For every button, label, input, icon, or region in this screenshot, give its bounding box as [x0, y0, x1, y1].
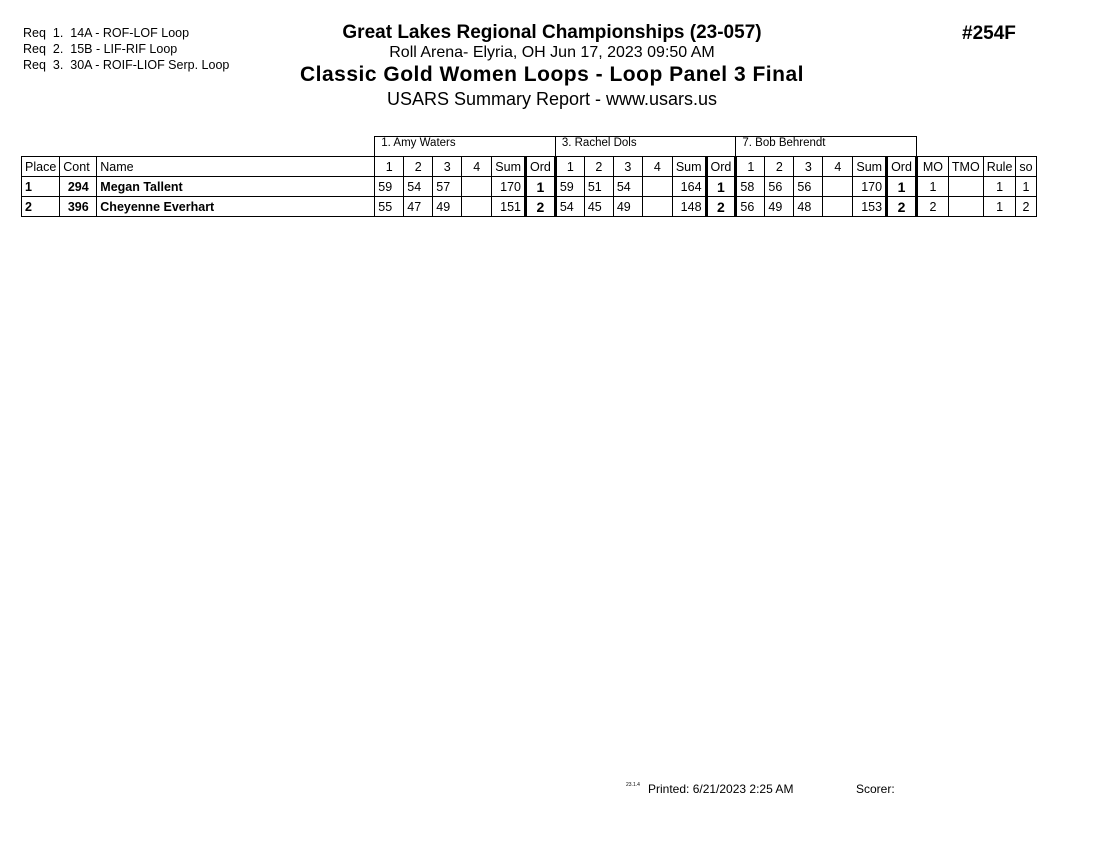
- column-header-row: [22, 157, 1037, 177]
- score-cell: 56: [765, 177, 794, 197]
- score-cell: 56: [736, 197, 765, 217]
- col-ord: Ord: [887, 157, 917, 177]
- skater-name-cell: Megan Tallent: [97, 177, 375, 197]
- judge-2-name: 3. Rachel Dols: [555, 137, 736, 157]
- tmo-cell: [948, 177, 983, 197]
- sum-cell: 170: [492, 177, 526, 197]
- col-sum: Sum: [672, 157, 706, 177]
- cont-cell: 396: [60, 197, 97, 217]
- ordinal-cell: 1: [887, 177, 917, 197]
- competition-title: Great Lakes Regional Championships (23-057): [342, 22, 762, 43]
- col-ord: Ord: [706, 157, 736, 177]
- sum-cell: 153: [853, 197, 887, 217]
- col-score-2: 2: [584, 157, 613, 177]
- results-table: [21, 136, 1037, 217]
- col-score-4: 4: [642, 157, 672, 177]
- col-score-3: 3: [613, 157, 642, 177]
- col-sum: Sum: [492, 157, 526, 177]
- score-cell: 58: [736, 177, 765, 197]
- requirements-list: [23, 25, 229, 73]
- col-so: so: [1016, 157, 1036, 177]
- mo-cell: 2: [916, 197, 948, 217]
- sum-cell: 170: [853, 177, 887, 197]
- score-cell: 49: [613, 197, 642, 217]
- score-cell: 47: [404, 197, 433, 217]
- score-cell: 54: [555, 197, 584, 217]
- event-number: #254F: [962, 23, 1016, 44]
- rule-cell: 1: [983, 197, 1016, 217]
- score-cell: 45: [584, 197, 613, 217]
- sum-cell: 164: [672, 177, 706, 197]
- sum-cell: 148: [672, 197, 706, 217]
- report-title: USARS Summary Report - www.usars.us: [386, 89, 718, 109]
- score-cell: [823, 177, 853, 197]
- col-tmo: TMO: [948, 157, 983, 177]
- col-score-1: 1: [736, 157, 765, 177]
- rule-cell: 1: [983, 177, 1016, 197]
- table-row: [22, 197, 1037, 217]
- col-ord: Ord: [525, 157, 555, 177]
- score-cell: [642, 177, 672, 197]
- score-cell: 55: [375, 197, 404, 217]
- ordinal-cell: 1: [706, 177, 736, 197]
- col-cont: Cont: [60, 157, 97, 177]
- score-cell: [462, 197, 492, 217]
- tmo-cell: [948, 197, 983, 217]
- score-cell: 59: [555, 177, 584, 197]
- score-cell: 56: [794, 177, 823, 197]
- ordinal-cell: 2: [706, 197, 736, 217]
- col-place: Place: [22, 157, 60, 177]
- score-cell: [642, 197, 672, 217]
- score-cell: 54: [613, 177, 642, 197]
- judge-header-row: [22, 137, 1037, 157]
- mo-cell: 1: [916, 177, 948, 197]
- col-score-3: 3: [794, 157, 823, 177]
- score-cell: 51: [584, 177, 613, 197]
- so-cell: 1: [1016, 177, 1036, 197]
- printed-timestamp: Printed: 6/21/2023 2:25 AM: [648, 782, 794, 796]
- col-name: Name: [97, 157, 375, 177]
- score-cell: [462, 177, 492, 197]
- col-score-4: 4: [462, 157, 492, 177]
- judge-3-name: 7. Bob Behrendt: [736, 137, 917, 157]
- cont-cell: 294: [60, 177, 97, 197]
- judge-1-name: 1. Amy Waters: [375, 137, 556, 157]
- scorer-label: Scorer:: [856, 782, 895, 796]
- venue-date: Roll Arena- Elyria, OH Jun 17, 2023 09:50 AM: [389, 44, 715, 61]
- so-cell: 2: [1016, 197, 1036, 217]
- ordinal-cell: 1: [525, 177, 555, 197]
- col-rule: Rule: [983, 157, 1016, 177]
- requirement-1: Req 1. 14A - ROF-LOF Loop: [23, 26, 190, 40]
- place-cell: 2: [22, 197, 60, 217]
- requirement-3: Req 3. 30A - ROIF-LIOF Serp. Loop: [23, 58, 230, 72]
- score-cell: 49: [765, 197, 794, 217]
- skater-name-cell: Cheyenne Everhart: [97, 197, 375, 217]
- score-cell: 54: [404, 177, 433, 197]
- ordinal-cell: 2: [525, 197, 555, 217]
- score-cell: [823, 197, 853, 217]
- col-score-2: 2: [404, 157, 433, 177]
- col-sum: Sum: [853, 157, 887, 177]
- col-score-2: 2: [765, 157, 794, 177]
- score-cell: 59: [375, 177, 404, 197]
- col-score-3: 3: [433, 157, 462, 177]
- requirement-2: Req 2. 15B - LIF-RIF Loop: [23, 42, 178, 56]
- version-mark: 23.1.4: [626, 782, 640, 788]
- col-score-4: 4: [823, 157, 853, 177]
- col-score-1: 1: [555, 157, 584, 177]
- sum-cell: 151: [492, 197, 526, 217]
- col-mo: MO: [916, 157, 948, 177]
- place-cell: 1: [22, 177, 60, 197]
- ordinal-cell: 2: [887, 197, 917, 217]
- col-score-1: 1: [375, 157, 404, 177]
- score-cell: 49: [433, 197, 462, 217]
- event-title: Classic Gold Women Loops - Loop Panel 3 Final: [299, 63, 804, 86]
- table-row: [22, 177, 1037, 197]
- score-cell: 48: [794, 197, 823, 217]
- score-cell: 57: [433, 177, 462, 197]
